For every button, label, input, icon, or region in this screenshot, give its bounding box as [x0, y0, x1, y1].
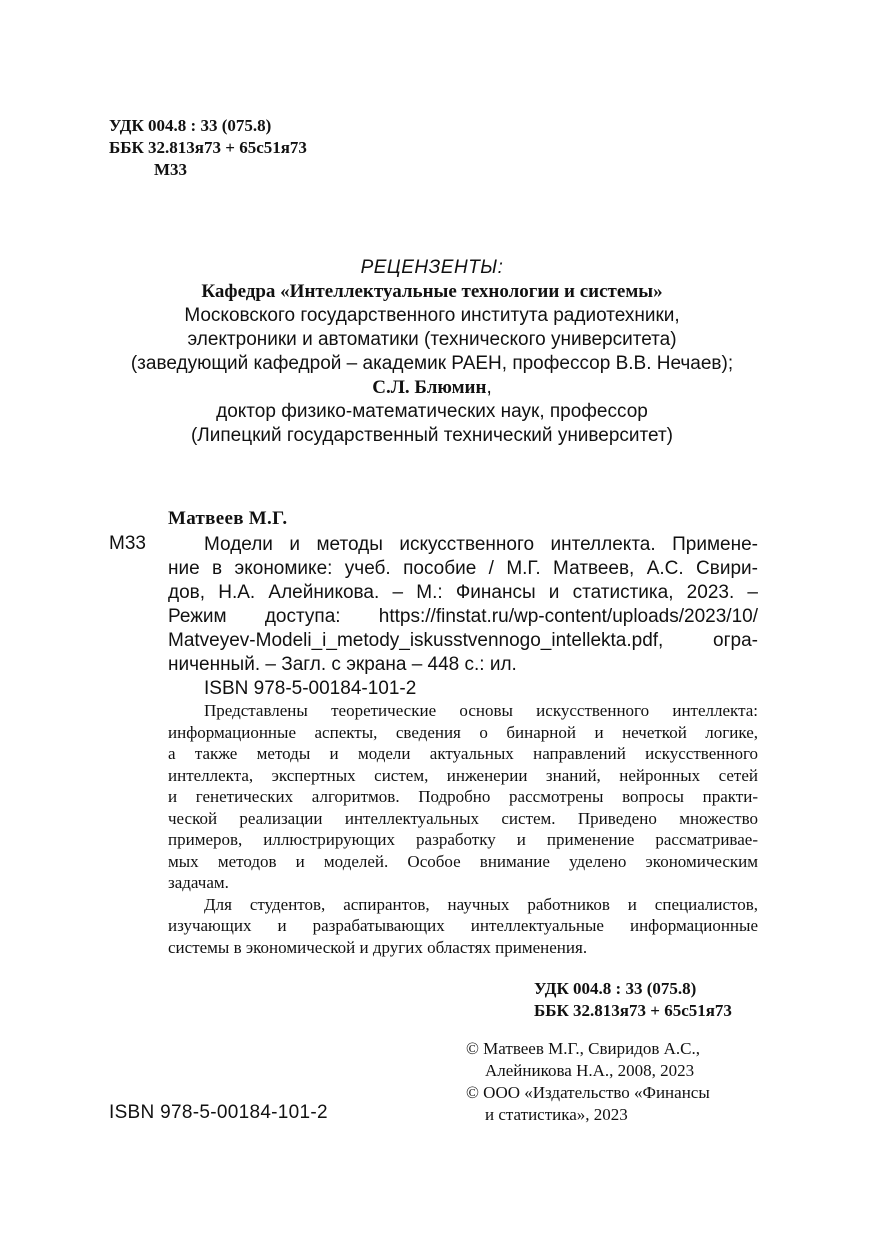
reviewer-person-degree: доктор физико-математических наук, профессор [216, 401, 648, 422]
annotation-line: мых методов и моделей. Особое внимание уделено экономическим [168, 851, 758, 871]
classification-codes-top [109, 115, 307, 181]
reviewer-department-line: Московского государственного института радиотехники, [184, 305, 680, 326]
annotation-line: и генетических алгоритмов. Подробно рассмотрены вопросы практи- [168, 787, 758, 806]
reviewer-department-line: электроники и автоматики (технического университета) [187, 329, 677, 350]
reviewer-department-head: (заведующий кафедрой – академик РАЕН, профессор В.В. Нечаев); [130, 353, 734, 374]
bibliography-index-code: М33 [109, 533, 146, 554]
annotation-line: задачам. [168, 873, 229, 892]
bibliography-line: дов, Н.А. Алейникова. – М.: Финансы и статистика, 2023. – [168, 582, 758, 603]
reviewers-block [100, 256, 764, 448]
bibliography-line: Matveyev-Modeli_i_metody_iskusstvennogo_intellekta.pdf, огра- [168, 630, 758, 651]
reviewers-title: РЕЦЕНЗЕНТЫ: [360, 257, 504, 278]
classification-codes-bottom [534, 978, 732, 1022]
annotation-line: изучающих и разрабатывающих интеллектуальные информационные [168, 916, 758, 935]
author-mark: М33 [154, 160, 188, 179]
bbk-code: ББК 32.813я73 + 65с51я73 [109, 138, 307, 157]
udk-code: УДК 004.8 : 33 (075.8) [109, 116, 272, 135]
bibliography-line: Модели и методы искусственного интеллекта. Примене- [204, 534, 758, 555]
copyright-line: и статистика», 2023 [485, 1105, 628, 1124]
copyright-line: © Матвеев М.Г., Свиридов А.С., [466, 1039, 700, 1058]
bibliography-record [168, 533, 758, 701]
bibliography-line: Режим доступа: https://finstat.ru/wp-content/uploads/2023/10/ [168, 606, 758, 627]
bibliography-isbn: ISBN 978-5-00184-101-2 [204, 678, 417, 699]
copyright-line: Алейникова Н.А., 2008, 2023 [485, 1061, 695, 1080]
annotation [168, 700, 758, 958]
annotation-line: информационные аспекты, сведения о бинарной и нечеткой логике, [168, 722, 758, 742]
bibliography-author: Матвеев М.Г. [168, 508, 288, 529]
copyright-block [466, 1038, 710, 1126]
annotation-line: Представлены теоретические основы искусственного интеллекта: [204, 701, 758, 720]
isbn-bottom: ISBN 978-5-00184-101-2 [109, 1102, 328, 1123]
annotation-line: а также методы и модели актуальных направлений искусственного [168, 744, 758, 763]
reviewer-person-name: С.Л. Блюмин [372, 377, 487, 398]
udk-code: УДК 004.8 : 33 (075.8) [534, 979, 697, 998]
bbk-code: ББК 32.813я73 + 65с51я73 [534, 1001, 732, 1020]
reviewer-person-affiliation: (Липецкий государственный технический университет) [190, 425, 674, 446]
copyright-line: © ООО «Издательство «Финансы [466, 1083, 710, 1102]
bibliography-line: ние в экономике: учеб. пособие / М.Г. Матвеев, А.С. Свири- [168, 558, 758, 579]
annotation-line: интеллекта, экспертных систем, инженерии знаний, нейронных сетей [168, 765, 758, 785]
annotation-line: ческой реализации интеллектуальных систем. Приведено множество [168, 808, 758, 828]
annotation-line: примеров, иллюстрирующих разработку и применение рассматривае- [168, 830, 758, 849]
annotation-line: системы в экономической и других областях применения. [168, 937, 588, 957]
reviewer-person: С.Л. Блюмин, [372, 377, 492, 398]
bibliography-line: ниченный. – Загл. с экрана – 448 с.: ил. [168, 654, 517, 675]
annotation-line: Для студентов, аспирантов, научных работников и специалистов, [204, 894, 758, 914]
reviewer-department-name: Кафедра «Интеллектуальные технологии и системы» [201, 281, 663, 302]
